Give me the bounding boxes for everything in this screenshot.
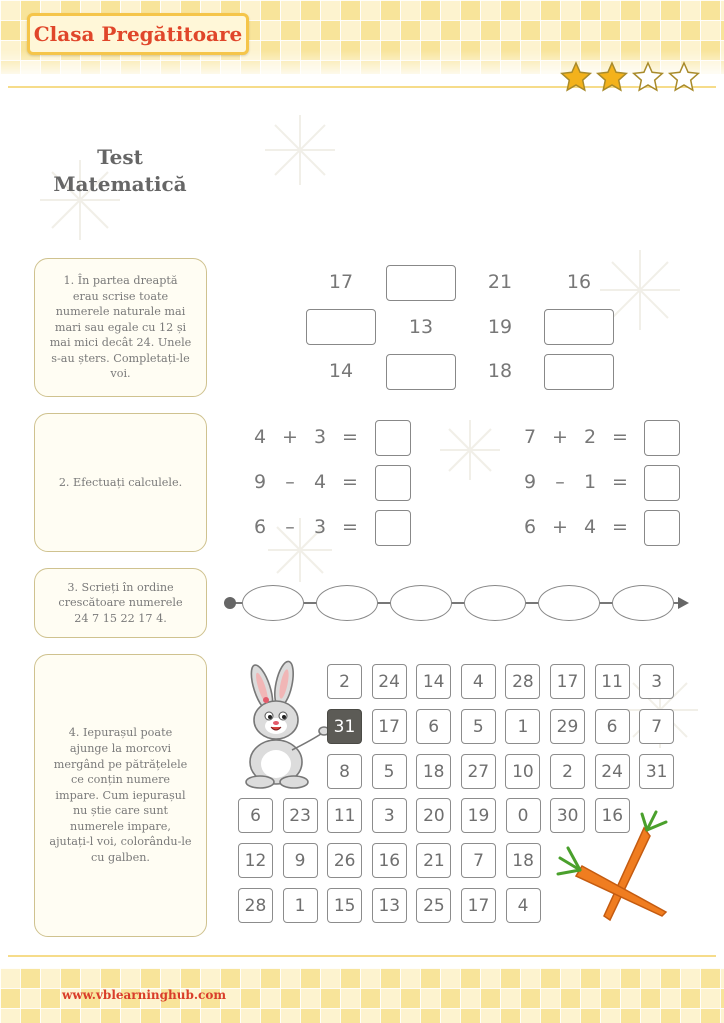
grid-cell[interactable]: 30: [550, 798, 585, 833]
grid-cell[interactable]: 10: [505, 754, 540, 789]
grid-cell[interactable]: 6: [416, 709, 451, 744]
equation-op: –: [555, 471, 565, 493]
sequence-arrow-icon: [678, 597, 689, 609]
equation-answer-box[interactable]: [375, 420, 411, 456]
grid-cell[interactable]: 1: [505, 709, 540, 744]
test-title: [40, 144, 200, 198]
grid-cell[interactable]: 17: [461, 888, 496, 923]
sequence-answer-oval[interactable]: [538, 585, 600, 621]
grid-cell[interactable]: 9: [283, 843, 318, 878]
equation-answer-box[interactable]: [375, 510, 411, 546]
grid-cell[interactable]: 29: [550, 709, 585, 744]
test-title-line2: Matematică: [53, 172, 187, 196]
class-title-badge: Clasa Pregătitoare: [27, 13, 249, 55]
grid-cell[interactable]: 11: [595, 664, 630, 699]
equation-b: 2: [583, 426, 597, 448]
task1-answer-box[interactable]: [544, 309, 614, 345]
grid-cell[interactable]: 3: [639, 664, 674, 699]
task2-instruction: 2. Efectuați calculele.: [58, 475, 183, 489]
grid-cell[interactable]: 7: [461, 843, 496, 878]
grid-cell[interactable]: 31: [639, 754, 674, 789]
grid-cell[interactable]: 17: [372, 709, 407, 744]
grid-cell[interactable]: 20: [416, 798, 451, 833]
equation-eq: =: [612, 471, 628, 493]
equation-answer-box[interactable]: [644, 420, 680, 456]
carrots-icon: [552, 806, 676, 926]
sequence-answer-oval[interactable]: [242, 585, 304, 621]
task3-numbers: 24 7 15 22 17 4.: [74, 611, 167, 625]
equation-b: 4: [583, 516, 597, 538]
equation-eq: =: [342, 426, 358, 448]
equation-op: –: [285, 471, 295, 493]
grid-cell[interactable]: 2: [550, 754, 585, 789]
grid-cell[interactable]: 5: [461, 709, 496, 744]
equation-b: 1: [583, 471, 597, 493]
grid-cell[interactable]: 21: [416, 843, 451, 878]
task3-instruction: 3. Scrieți în ordine crescătoare numerele: [58, 580, 183, 610]
equation-eq: =: [612, 426, 628, 448]
website-link[interactable]: www.vblearninghub.com: [62, 988, 227, 1002]
grid-cell[interactable]: 6: [238, 798, 273, 833]
equation-answer-box[interactable]: [644, 510, 680, 546]
grid-cell[interactable]: 27: [461, 754, 496, 789]
task1-instruction: 1. În partea dreaptă erau scrise toate numerele naturale mai mari sau egale cu 12 și mai mici decât 24. Unele s-au șters. Completați-le voi.: [49, 273, 192, 381]
equation-b: 4: [313, 471, 327, 493]
grid-cell[interactable]: 4: [506, 888, 541, 923]
star-filled-icon: [598, 63, 627, 90]
sequence-answer-oval[interactable]: [390, 585, 452, 621]
equation-op: +: [282, 426, 298, 448]
task4-instruction-panel: [34, 654, 207, 937]
sequence-answer-oval[interactable]: [464, 585, 526, 621]
task1-answer-box[interactable]: [306, 309, 376, 345]
task1-answer-box[interactable]: [386, 354, 456, 390]
test-title-line1: Test: [97, 145, 143, 169]
grid-cell[interactable]: 0: [506, 798, 541, 833]
task1-number: 19: [487, 316, 513, 338]
equation-a: 9: [253, 471, 267, 493]
footer-divider: [8, 955, 716, 957]
equation-b: 3: [313, 426, 327, 448]
grid-cell[interactable]: 24: [372, 664, 407, 699]
grid-cell[interactable]: 11: [327, 798, 362, 833]
task1-answer-box[interactable]: [386, 265, 456, 301]
task2-instruction-panel: [34, 413, 207, 552]
equation-op: +: [552, 426, 568, 448]
grid-cell[interactable]: 26: [327, 843, 362, 878]
task1-number: 17: [328, 271, 354, 293]
task1-number: 21: [487, 271, 513, 293]
task1-answer-box[interactable]: [544, 354, 614, 390]
star-empty-icon: [670, 63, 699, 90]
grid-cell[interactable]: 1: [283, 888, 318, 923]
grid-cell[interactable]: 5: [372, 754, 407, 789]
equation-a: 7: [523, 426, 537, 448]
sequence-answer-oval[interactable]: [612, 585, 674, 621]
grid-cell[interactable]: 6: [595, 709, 630, 744]
grid-cell[interactable]: 8: [327, 754, 362, 789]
grid-cell[interactable]: 12: [238, 843, 273, 878]
grid-cell[interactable]: 28: [505, 664, 540, 699]
grid-cell[interactable]: 19: [461, 798, 496, 833]
task1-number: 16: [566, 271, 592, 293]
grid-cell[interactable]: 18: [416, 754, 451, 789]
equation-op: +: [552, 516, 568, 538]
equation-a: 6: [253, 516, 267, 538]
equation-eq: =: [342, 516, 358, 538]
grid-cell[interactable]: 4: [461, 664, 496, 699]
grid-cell[interactable]: 31: [327, 709, 362, 744]
grid-cell[interactable]: 25: [416, 888, 451, 923]
grid-cell[interactable]: 23: [283, 798, 318, 833]
grid-cell[interactable]: 28: [238, 888, 273, 923]
task1-number: 14: [328, 360, 354, 382]
grid-cell[interactable]: 3: [372, 798, 407, 833]
equation-answer-box[interactable]: [375, 465, 411, 501]
grid-cell[interactable]: 18: [506, 843, 541, 878]
sequence-answer-oval[interactable]: [316, 585, 378, 621]
grid-cell[interactable]: 16: [595, 798, 630, 833]
star-filled-icon: [562, 63, 591, 90]
task1-number: 13: [408, 316, 434, 338]
task1-number: 18: [487, 360, 513, 382]
equation-a: 6: [523, 516, 537, 538]
grid-cell[interactable]: 7: [639, 709, 674, 744]
equation-answer-box[interactable]: [644, 465, 680, 501]
equation-eq: =: [612, 516, 628, 538]
equation-b: 3: [313, 516, 327, 538]
bunny-icon: [232, 660, 332, 790]
grid-cell[interactable]: 13: [372, 888, 407, 923]
grid-cell[interactable]: 2: [327, 664, 362, 699]
task3-instruction-panel: [34, 568, 207, 638]
grid-cell[interactable]: 24: [595, 754, 630, 789]
grid-cell[interactable]: 16: [372, 843, 407, 878]
equation-a: 4: [253, 426, 267, 448]
grid-cell[interactable]: 17: [550, 664, 585, 699]
equation-op: –: [285, 516, 295, 538]
equation-a: 9: [523, 471, 537, 493]
task4-instruction: 4. Iepurașul poate ajunge la morcovi mergând pe pătrățelele ce conțin numere impare. Cum iepurașul nu știe care sunt numerele impare, ajutați-l voi, colorându-le cu galben.: [49, 726, 192, 865]
star-empty-icon: [634, 63, 663, 90]
grid-cell[interactable]: 14: [416, 664, 451, 699]
equation-eq: =: [342, 471, 358, 493]
sequence-start-dot: [224, 597, 236, 609]
grid-cell[interactable]: 15: [327, 888, 362, 923]
task1-instruction-panel: [34, 258, 207, 397]
